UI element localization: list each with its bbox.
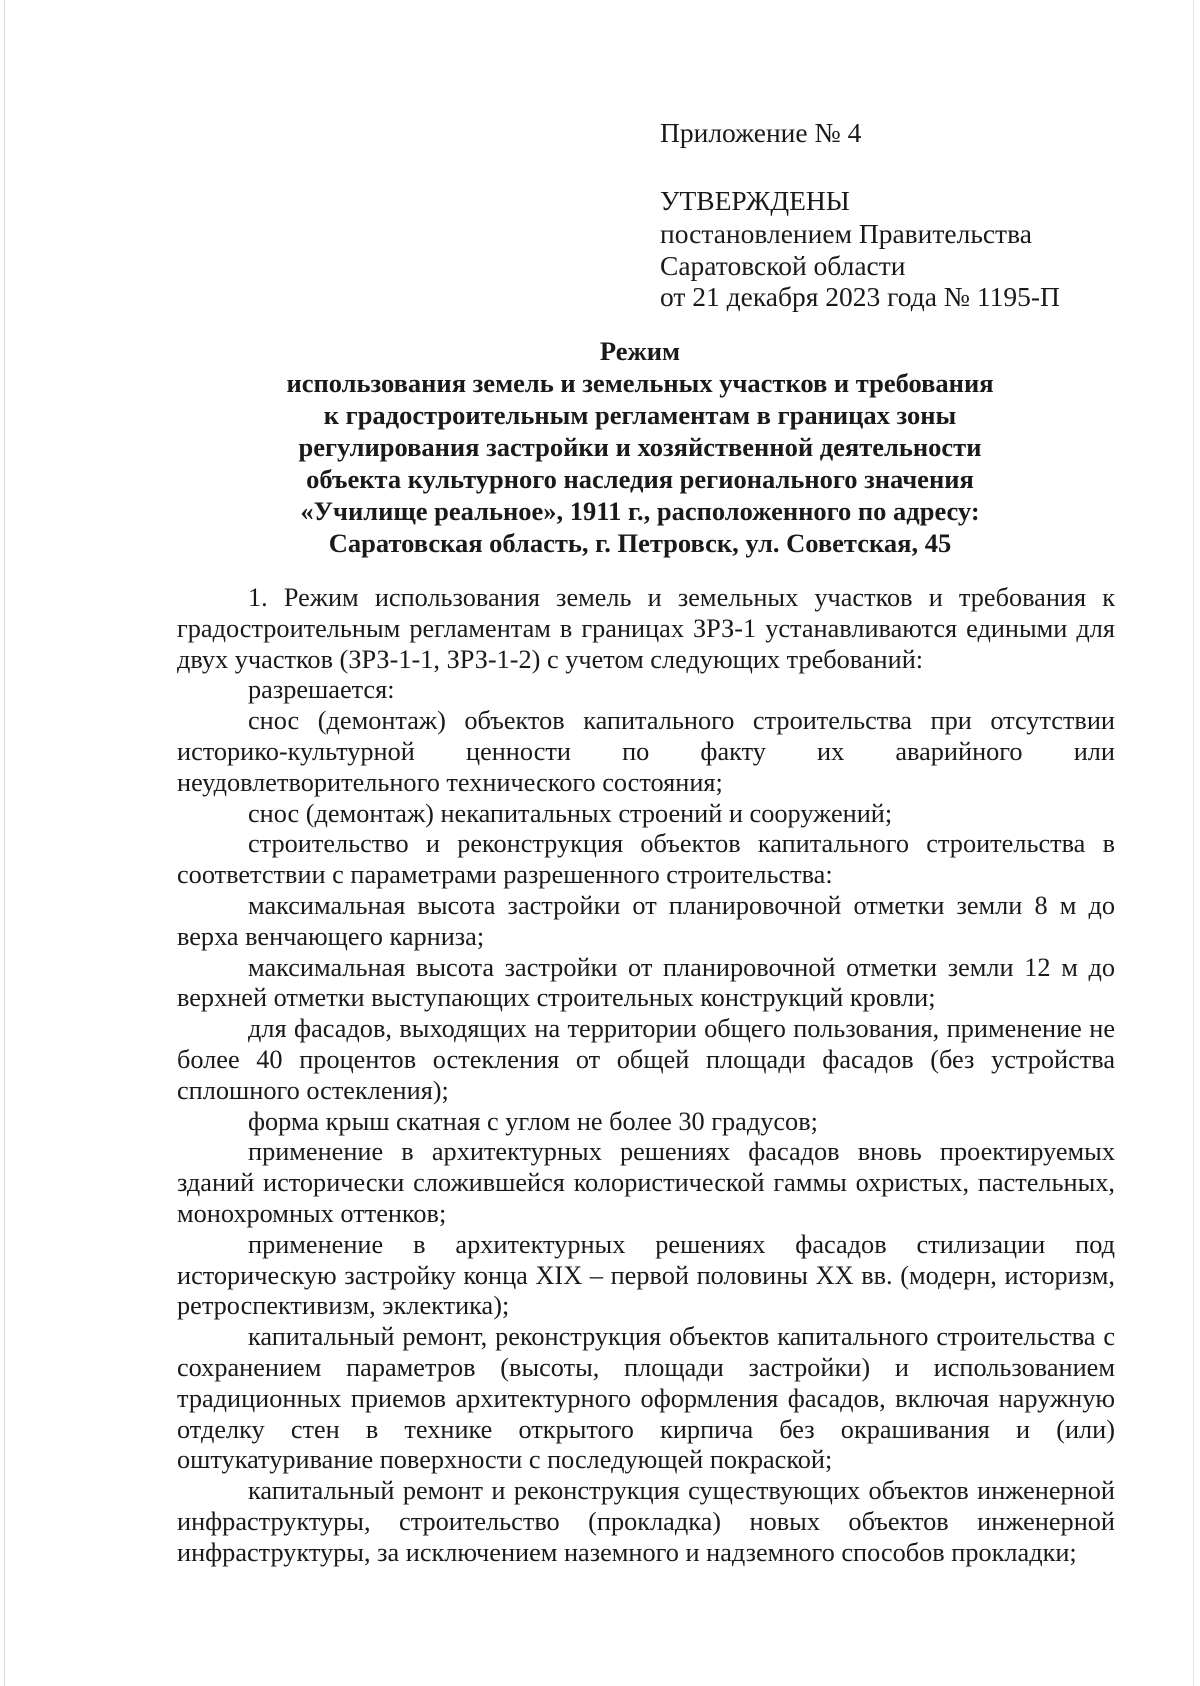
paragraph: капитальный ремонт и реконструкция существующих объектов инженерной инфраструктуры, строительство (прокладка) новых объектов инженерной инфраструктуры, за исключением наземного и надземного способов прокладки; (177, 1476, 1115, 1567)
paragraph: снос (демонтаж) объектов капитального строительства при отсутствии историко-культурной ценности по факту их аварийного или неудовлетворительного технического состояния; (177, 706, 1115, 797)
paragraph: снос (демонтаж) некапитальных строений и сооружений; (248, 798, 893, 828)
paragraph: разрешается: (248, 675, 395, 705)
approval-block (660, 116, 1140, 313)
paragraph: капитальный ремонт, реконструкция объектов капитального строительства с сохранением параметров (высоты, площади застройки) и использованием традиционных приемов архитектурного оформления фасадов, включая наружную отделку стен в технике открытого кирпича без окрашивания и (или) оштукатуривание поверхности с последующей покраской; (177, 1322, 1115, 1475)
scan-edge-left (4, 0, 5, 1686)
paragraph: для фасадов, выходящих на территории общего пользования, применение не более 40 процентов остекления от общей площади фасадов (без устройства сплошного остекления); (177, 1014, 1115, 1105)
title-line: «Училище реальное», 1911 г., расположенного по адресу: (300, 496, 980, 526)
annex-number: Приложение № 4 (660, 117, 862, 148)
approved-by-line: Саратовской области (660, 249, 906, 281)
document-title (160, 335, 1120, 559)
paragraph: применение в архитектурных решениях фасадов вновь проектируемых зданий исторически сложившейся колористической гаммы охристых, пастельных, монохромных оттенков; (177, 1137, 1115, 1228)
title-line: к градостроительным регламентам в границах зоны (323, 400, 957, 430)
title-line: Режим (599, 336, 681, 366)
approved-heading: УТВЕРЖДЕНЫ (660, 185, 850, 216)
document-body (177, 583, 1115, 1569)
approved-by-line: от 21 декабря 2023 года № 1195-П (660, 281, 1060, 312)
approved-by-line: постановлением Правительства (660, 218, 1032, 249)
paragraph: 1. Режим использования земель и земельных участков и требования к градостроительным регламентам в границах ЗРЗ-1 устанавливаются едиными для двух участков (ЗРЗ-1-1, ЗРЗ-1-2) с учетом следующих требований: (177, 583, 1115, 674)
paragraph: максимальная высота застройки от планировочной отметки земли 12 м до верхней отметки выступающих строительных конструкций кровли; (177, 952, 1115, 1013)
scan-edge-right (1193, 0, 1194, 1686)
paragraph: максимальная высота застройки от планировочной отметки земли 8 м до верха венчающего карниза; (177, 890, 1115, 951)
title-line: Саратовская область, г. Петровск, ул. Советская, 45 (328, 528, 952, 558)
paragraph: применение в архитектурных решениях фасадов стилизации под историческую застройку конца XIX – первой половины XX вв. (модерн, историзм, ретроспективизм, эклектика); (177, 1229, 1115, 1321)
title-line: регулирования застройки и хозяйственной деятельности (298, 432, 982, 462)
paragraph: строительство и реконструкция объектов капитального строительства в соответствии с параметрами разрешенного строительства: (177, 829, 1115, 890)
title-line: использования земель и земельных участков и требования (286, 368, 994, 398)
paragraph: форма крыш скатная с углом не более 30 градусов; (248, 1106, 818, 1136)
title-line: объекта культурного наследия регионального значения (306, 464, 974, 494)
